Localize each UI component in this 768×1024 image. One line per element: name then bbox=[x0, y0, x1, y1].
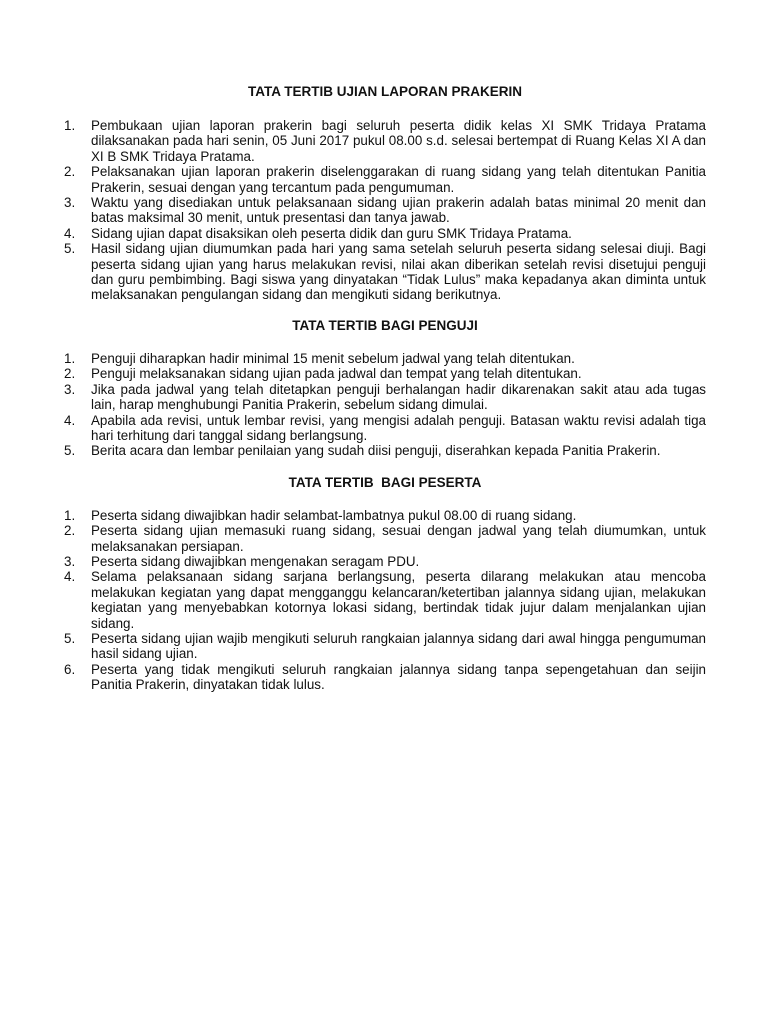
section-title-peserta: TATA TERTIB BAGI PESERTA bbox=[288, 474, 482, 490]
item-text: Apabila ada revisi, untuk lembar revisi, yang mengisi adalah penguji. Batasan waktu revisi adalah tiga hari terhitung dari tanggal sidang berlangsung. bbox=[91, 412, 706, 443]
item-number: 3. bbox=[64, 553, 76, 569]
list-item bbox=[64, 443, 706, 458]
item-number: 5. bbox=[64, 443, 76, 459]
item-number: 5. bbox=[64, 630, 76, 646]
list-item bbox=[64, 366, 706, 381]
item-number: 6. bbox=[64, 661, 76, 677]
list-item bbox=[64, 554, 706, 569]
section-title-penguji: TATA TERTIB BAGI PENGUJI bbox=[292, 317, 478, 333]
list-item bbox=[64, 351, 706, 366]
rules-list-ujian bbox=[64, 118, 706, 303]
list-item bbox=[64, 662, 706, 693]
document-page bbox=[64, 84, 706, 693]
item-text: Selama pelaksanaan sidang sarjana berlangsung, peserta dilarang melakukan atau mencoba melakukan kegiatan yang dapat mengganggu kelancaran/ketertiban jalannya sidang ujian, melakukan kegiatan yang menyebabkan kotornya lokasi sidang, bertindak tidak jujur dalam menjalankan ujian sidang. bbox=[91, 569, 706, 631]
list-item bbox=[64, 226, 706, 241]
item-text: Penguji diharapkan hadir minimal 15 menit sebelum jadwal yang telah ditentukan. bbox=[91, 350, 575, 366]
rules-list-peserta bbox=[64, 508, 706, 693]
item-text: Peserta sidang diwajibkan mengenakan seragam PDU. bbox=[91, 553, 420, 569]
item-text: Hasil sidang ujian diumumkan pada hari yang sama setelah seluruh peserta sidang selesai diuji. Bagi peserta sidang ujian yang harus melakukan revisi, nilai akan diberikan setelah revisi disetujui penguji dan guru pembimbing. Bagi siswa yang dinyatakan “Tidak Lulus” maka kepadanya akan diminta untuk melaksanakan pengulangan sidang dan mengikuti sidang berikutnya. bbox=[91, 241, 706, 303]
item-number: 2. bbox=[64, 523, 76, 539]
item-number: 4. bbox=[64, 412, 76, 428]
item-number: 2. bbox=[64, 366, 76, 382]
rules-list-penguji bbox=[64, 351, 706, 459]
item-text: Berita acara dan lembar penilaian yang sudah diisi penguji, diserahkan kepada Panitia Prakerin. bbox=[91, 443, 661, 459]
item-number: 1. bbox=[64, 350, 76, 366]
list-item bbox=[64, 413, 706, 444]
list-item bbox=[64, 508, 706, 523]
list-item bbox=[64, 164, 706, 195]
item-number: 3. bbox=[64, 381, 76, 397]
item-text: Waktu yang disediakan untuk pelaksanaan sidang ujian prakerin adalah batas minimal 20 menit dan batas maksimal 30 menit, untuk presentasi dan tanya jawab. bbox=[91, 195, 706, 226]
item-text: Sidang ujian dapat disaksikan oleh peserta didik dan guru SMK Tridaya Pratama. bbox=[91, 225, 572, 241]
list-item bbox=[64, 569, 706, 631]
item-text: Peserta sidang ujian wajib mengikuti seluruh rangkaian jalannya sidang dari awal hingga pengumuman hasil sidang ujian. bbox=[91, 630, 706, 662]
item-number: 5. bbox=[64, 241, 76, 257]
item-text: Peserta sidang ujian memasuki ruang sidang, sesuai dengan jadwal yang telah diumumkan, untuk melaksanakan persiapan. bbox=[91, 523, 706, 554]
item-text: Peserta yang tidak mengikuti seluruh rangkaian jalannya sidang tanpa sepengetahuan dan seijin Panitia Prakerin, dinyatakan tidak lulus. bbox=[91, 661, 706, 693]
list-item bbox=[64, 118, 706, 164]
item-text: Pembukaan ujian laporan prakerin bagi seluruh peserta didik kelas XI SMK Tridaya Pratama dilaksanakan pada hari senin, 05 Juni 2017 pukul 08.00 s.d. selesai bertempat di Ruang Kelas XI A dan XI B SMK Tridaya Pratama. bbox=[91, 118, 706, 164]
item-number: 3. bbox=[64, 195, 76, 211]
item-text: Peserta sidang diwajibkan hadir selambat-lambatnya pukul 08.00 di ruang sidang. bbox=[91, 507, 577, 523]
list-item bbox=[64, 523, 706, 554]
item-text: Pelaksanakan ujian laporan prakerin diselenggarakan di ruang sidang yang telah ditentukan Panitia Prakerin, sesuai dengan yang tercantum pada pengumuman. bbox=[91, 164, 706, 195]
item-number: 2. bbox=[64, 164, 76, 180]
list-item bbox=[64, 241, 706, 303]
item-number: 4. bbox=[64, 569, 76, 585]
item-number: 4. bbox=[64, 225, 76, 241]
item-text: Penguji melaksanakan sidang ujian pada jadwal dan tempat yang telah ditentukan. bbox=[91, 366, 582, 382]
item-number: 1. bbox=[64, 507, 76, 523]
list-item bbox=[64, 631, 706, 662]
item-text: Jika pada jadwal yang telah ditetapkan penguji berhalangan hadir dikarenakan sakit atau ada tugas lain, harap menghubungi Panitia Prakerin, sebelum sidang dimulai. bbox=[91, 381, 706, 413]
list-item bbox=[64, 382, 706, 413]
list-item bbox=[64, 195, 706, 226]
section-title-ujian: TATA TERTIB UJIAN LAPORAN PRAKERIN bbox=[248, 84, 522, 99]
item-number: 1. bbox=[64, 118, 76, 133]
